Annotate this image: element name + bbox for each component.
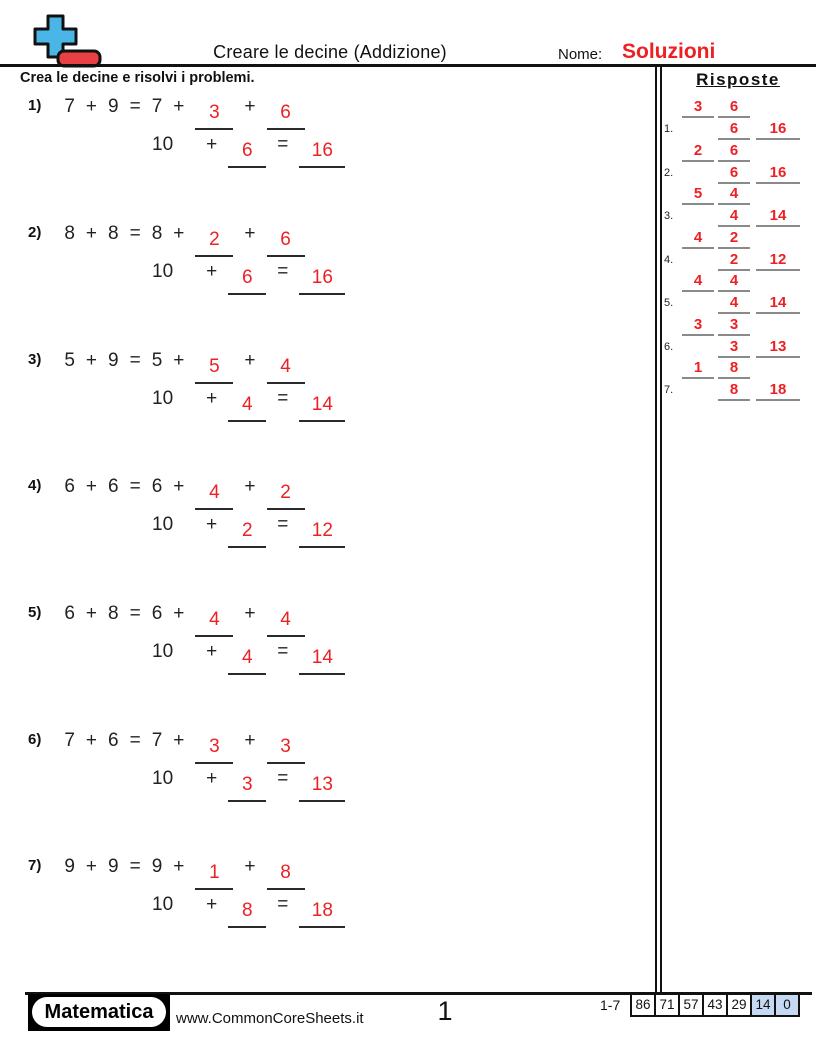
plus-sign: + (85, 856, 98, 877)
name-value-soluzioni: Soluzioni (622, 40, 716, 63)
answers-panel-title: Risposte (696, 70, 780, 89)
plus-sign: + (244, 223, 256, 244)
ten-value: 10 (152, 134, 174, 155)
addend-a-repeat: 8 (151, 223, 163, 244)
problem-block (28, 223, 628, 313)
answer-first-part: 4 (682, 228, 714, 249)
problem-ten-line (152, 261, 345, 289)
equals-sign: = (129, 856, 141, 877)
problem-number: 4) (28, 477, 42, 494)
problem-equation-line (28, 476, 305, 504)
score-cell: 71 (654, 995, 678, 1015)
plus-sign: + (244, 603, 256, 624)
addend-a-repeat: 6 (151, 476, 163, 497)
instructions-text: Crea le decine e risolvi i problemi. (20, 70, 255, 86)
addend-b: 6 (108, 730, 119, 751)
addend-a: 7 (64, 96, 75, 117)
ten-value: 10 (152, 261, 174, 282)
plus-sign: + (206, 514, 218, 535)
plus-sign: + (173, 603, 185, 624)
page-title: Creare le decine (Addizione) (213, 42, 447, 62)
equals-sign: = (277, 514, 289, 535)
answer-sum: 12 (756, 250, 800, 271)
equals-sign: = (129, 603, 141, 624)
addend-a: 6 (64, 603, 75, 624)
addend-a: 8 (64, 223, 75, 244)
answer-first-part: 3 (682, 97, 714, 118)
answer-second-part: 2 (718, 228, 750, 249)
equals-sign: = (129, 223, 141, 244)
problem-ten-line (152, 894, 345, 922)
answer-entry (662, 97, 814, 140)
answer-second-part: 8 (718, 358, 750, 379)
answer-first-part: 4 (682, 271, 714, 292)
answer-entry (662, 184, 814, 227)
plus-sign: + (173, 223, 185, 244)
equals-sign: = (129, 730, 141, 751)
addend-b: 9 (108, 350, 119, 371)
page-number: 1 (437, 996, 453, 1026)
score-cell: 43 (702, 995, 726, 1015)
problem-block (28, 603, 628, 693)
answer-entry-number: 1. (664, 123, 674, 135)
blank-sum: 12 (299, 520, 345, 548)
answers-panel-divider (655, 67, 662, 993)
plus-sign: + (85, 730, 98, 751)
addend-a: 7 (64, 730, 75, 751)
ten-value: 10 (152, 514, 174, 535)
equals-sign: = (277, 388, 289, 409)
plus-minus-icon (22, 12, 102, 68)
answer-entry (662, 315, 814, 358)
plus-sign: + (244, 96, 256, 117)
plus-sign: + (85, 96, 98, 117)
addend-a-repeat: 9 (151, 856, 163, 877)
blank-first-part: 4 (195, 609, 233, 637)
problem-equation-line (28, 730, 305, 758)
equals-sign: = (277, 261, 289, 282)
answer-first-part: 2 (682, 141, 714, 162)
problem-equation-line (28, 350, 305, 378)
ten-value: 10 (152, 641, 174, 662)
addend-b: 8 (108, 603, 119, 624)
answer-addend: 2 (718, 250, 750, 271)
problem-equation-line (28, 223, 305, 251)
problem-block (28, 856, 628, 946)
plus-sign: + (244, 350, 256, 371)
blank-sum: 14 (299, 394, 345, 422)
ten-value: 10 (152, 768, 174, 789)
plus-sign: + (173, 730, 185, 751)
blank-sum: 13 (299, 774, 345, 802)
plus-sign: + (206, 388, 218, 409)
blank-addend: 8 (228, 900, 266, 928)
score-table (630, 993, 800, 1017)
answer-second-part: 4 (718, 184, 750, 205)
answer-addend: 4 (718, 293, 750, 314)
answer-sum: 16 (756, 163, 800, 184)
answer-entry-number: 6. (664, 341, 674, 353)
blank-first-part: 1 (195, 862, 233, 890)
answer-sum: 14 (756, 206, 800, 227)
addend-a-repeat: 7 (151, 730, 163, 751)
problem-block (28, 730, 628, 820)
answer-entry-number: 4. (664, 254, 674, 266)
website-url: www.CommonCoreSheets.it (176, 1010, 364, 1027)
blank-addend: 6 (228, 140, 266, 168)
plus-sign: + (244, 730, 256, 751)
answer-entry (662, 271, 814, 314)
answer-second-part: 6 (718, 97, 750, 118)
blank-second-part: 3 (267, 736, 305, 764)
answer-entry (662, 228, 814, 271)
problem-number: 7) (28, 857, 42, 874)
addend-b: 9 (108, 96, 119, 117)
score-cell-highlighted: 0 (774, 995, 798, 1015)
score-cell: 29 (726, 995, 750, 1015)
answer-addend: 8 (718, 380, 750, 401)
blank-sum: 18 (299, 900, 345, 928)
header-divider (0, 64, 816, 67)
blank-addend: 3 (228, 774, 266, 802)
problem-number: 1) (28, 97, 42, 114)
problem-number: 3) (28, 351, 42, 368)
answer-first-part: 5 (682, 184, 714, 205)
plus-sign: + (173, 476, 185, 497)
problem-ten-line (152, 134, 345, 162)
answer-sum: 16 (756, 119, 800, 140)
addend-a: 9 (64, 856, 75, 877)
answer-entry-number: 5. (664, 297, 674, 309)
plus-sign: + (173, 96, 185, 117)
score-cell: 86 (635, 997, 651, 1012)
plus-sign: + (206, 768, 218, 789)
equals-sign: = (277, 641, 289, 662)
equals-sign: = (277, 894, 289, 915)
equals-sign: = (277, 768, 289, 789)
blank-second-part: 6 (267, 102, 305, 130)
equals-sign: = (277, 134, 289, 155)
equals-sign: = (129, 350, 141, 371)
blank-sum: 16 (299, 267, 345, 295)
addend-b: 8 (108, 223, 119, 244)
plus-sign: + (244, 476, 256, 497)
plus-sign: + (173, 350, 185, 371)
plus-sign: + (85, 603, 98, 624)
score-cell-highlighted: 14 (750, 995, 774, 1015)
plus-sign: + (244, 856, 256, 877)
brand-badge (28, 994, 170, 1031)
brand-label: Matematica (32, 997, 166, 1027)
addend-a: 6 (64, 476, 75, 497)
answer-first-part: 1 (682, 358, 714, 379)
answer-addend: 6 (718, 119, 750, 140)
blank-sum: 14 (299, 647, 345, 675)
blank-first-part: 3 (195, 736, 233, 764)
plus-sign: + (206, 134, 218, 155)
addend-a-repeat: 6 (151, 603, 163, 624)
blank-second-part: 2 (267, 482, 305, 510)
problem-number: 5) (28, 604, 42, 621)
equals-sign: = (129, 96, 141, 117)
problem-number: 6) (28, 731, 42, 748)
addend-a-repeat: 7 (151, 96, 163, 117)
answer-entry-number: 7. (664, 384, 674, 396)
answer-first-part: 3 (682, 315, 714, 336)
answer-entry (662, 141, 814, 184)
blank-second-part: 4 (267, 609, 305, 637)
problem-block (28, 350, 628, 440)
problem-ten-line (152, 641, 345, 669)
plus-sign: + (206, 641, 218, 662)
answer-second-part: 6 (718, 141, 750, 162)
blank-addend: 4 (228, 647, 266, 675)
blank-addend: 2 (228, 520, 266, 548)
ten-value: 10 (152, 894, 174, 915)
answer-addend: 3 (718, 337, 750, 358)
blank-first-part: 2 (195, 229, 233, 257)
blank-first-part: 3 (195, 102, 233, 130)
plus-sign: + (85, 223, 98, 244)
blank-sum: 16 (299, 140, 345, 168)
addend-a-repeat: 5 (151, 350, 163, 371)
problem-number: 2) (28, 224, 42, 241)
blank-second-part: 6 (267, 229, 305, 257)
answer-addend: 6 (718, 163, 750, 184)
plus-sign: + (85, 476, 98, 497)
answer-sum: 18 (756, 380, 800, 401)
addend-a: 5 (64, 350, 75, 371)
blank-second-part: 4 (267, 356, 305, 384)
blank-addend: 4 (228, 394, 266, 422)
plus-sign: + (206, 894, 218, 915)
problem-ten-line (152, 514, 345, 542)
problem-equation-line (28, 603, 305, 631)
plus-sign: + (173, 856, 185, 877)
blank-addend: 6 (228, 267, 266, 295)
problem-block (28, 96, 628, 186)
plus-sign: + (85, 350, 98, 371)
name-label: Nome: (558, 46, 603, 63)
ten-value: 10 (152, 388, 174, 409)
problem-block (28, 476, 628, 566)
answer-entry-number: 3. (664, 210, 674, 222)
problem-equation-line (28, 96, 305, 124)
problem-ten-line (152, 388, 345, 416)
blank-first-part: 5 (195, 356, 233, 384)
answer-sum: 14 (756, 293, 800, 314)
equals-sign: = (129, 476, 141, 497)
plus-sign: + (206, 261, 218, 282)
answer-sum: 13 (756, 337, 800, 358)
answer-addend: 4 (718, 206, 750, 227)
score-range-label: 1-7 (600, 997, 621, 1013)
blank-second-part: 8 (267, 862, 305, 890)
answer-entry (662, 358, 814, 401)
addend-b: 9 (108, 856, 119, 877)
score-cell: 57 (678, 995, 702, 1015)
math-plus-minus-logo (22, 12, 102, 68)
problem-equation-line (28, 856, 305, 884)
blank-first-part: 4 (195, 482, 233, 510)
answer-second-part: 4 (718, 271, 750, 292)
problem-ten-line (152, 768, 345, 796)
answer-second-part: 3 (718, 315, 750, 336)
answer-entry-number: 2. (664, 167, 674, 179)
addend-b: 6 (108, 476, 119, 497)
